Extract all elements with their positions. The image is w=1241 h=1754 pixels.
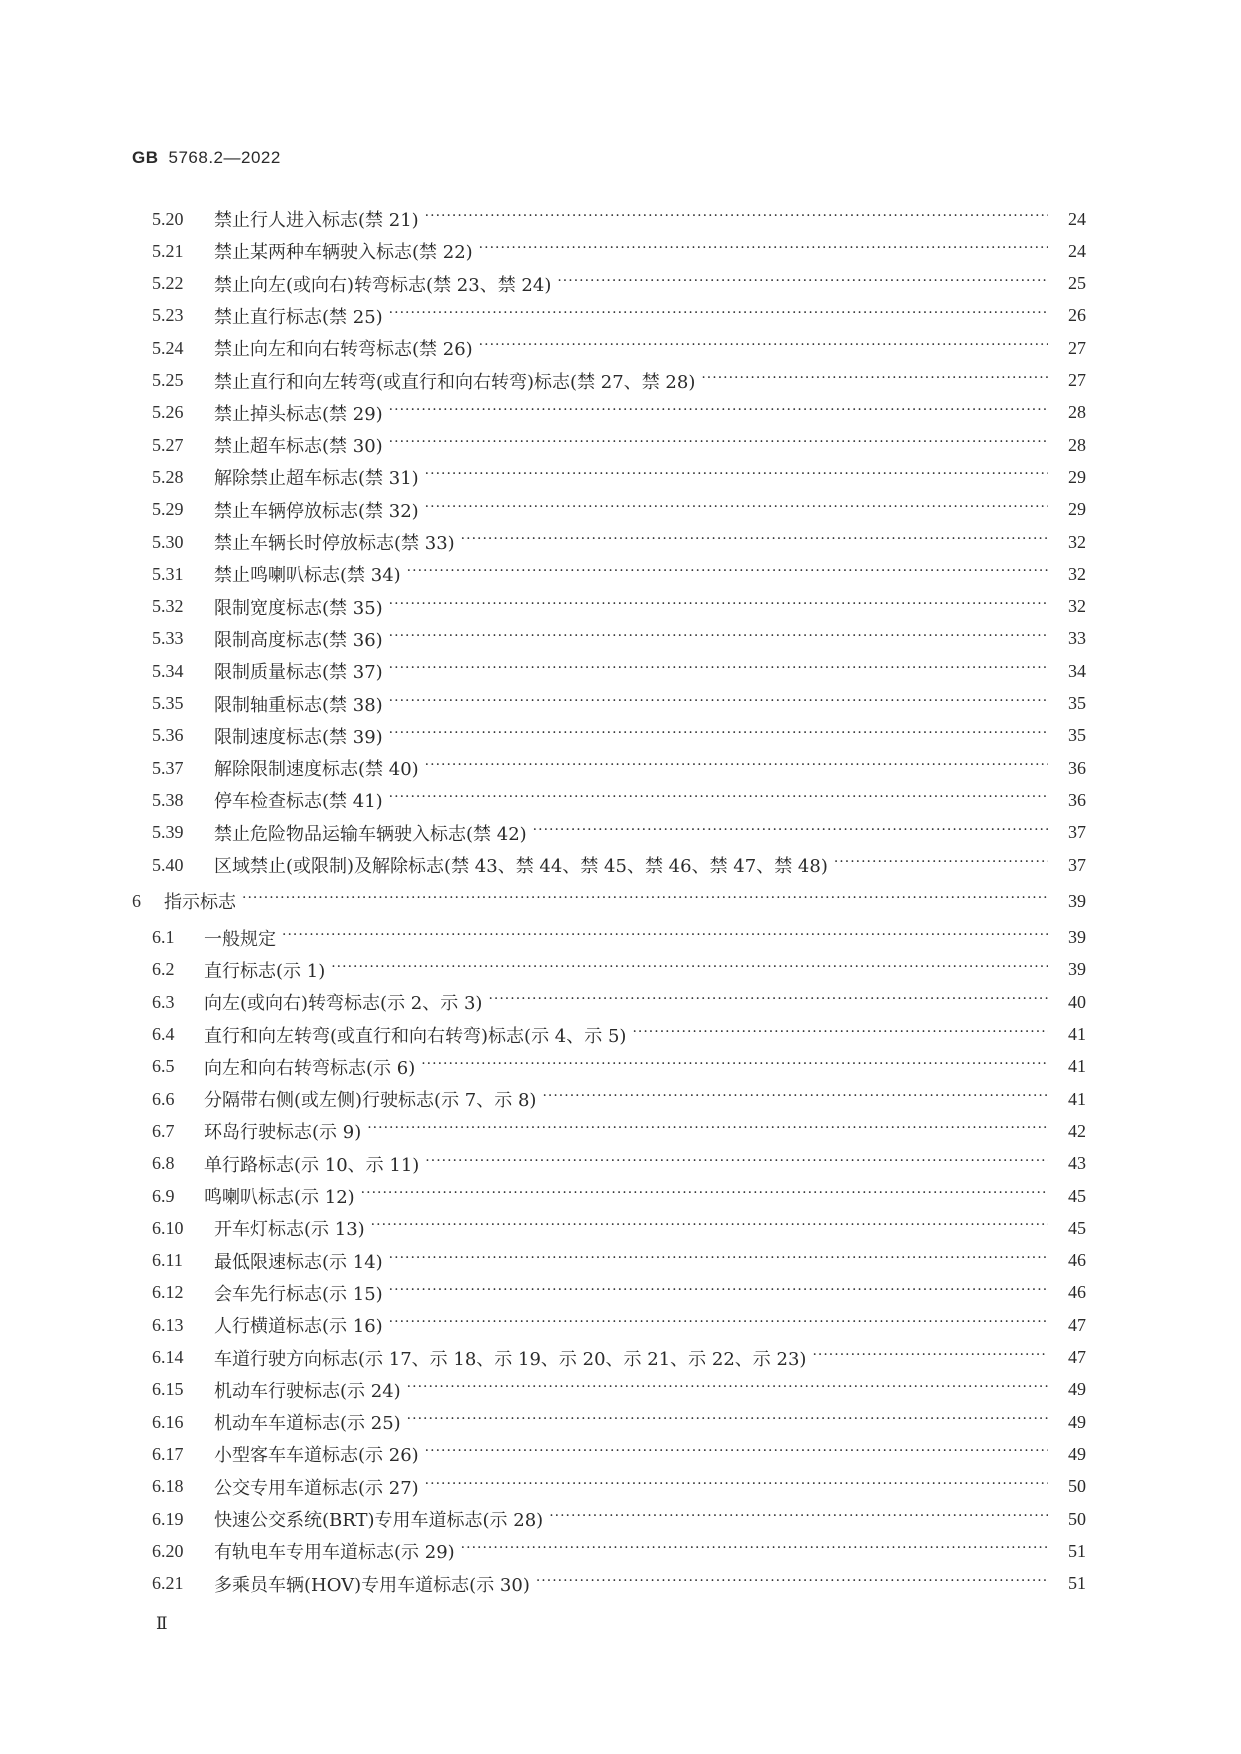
toc-entry[interactable] xyxy=(152,1020,1086,1050)
toc-entry-title: 鸣喇叭标志(示 12) xyxy=(204,1187,355,1208)
dot-leader xyxy=(536,1569,1048,1599)
toc-entry-page: 29 xyxy=(1048,499,1086,520)
toc-entry[interactable] xyxy=(152,1375,1086,1405)
toc-entry-page: 25 xyxy=(1048,273,1086,294)
dot-leader xyxy=(479,333,1048,363)
toc-entry-number: 5.33 xyxy=(152,628,184,649)
toc-entry-title: 禁止掉头标志(禁 29) xyxy=(214,403,383,425)
toc-entry[interactable] xyxy=(152,398,1086,428)
dot-leader xyxy=(331,955,1048,985)
dot-leader xyxy=(488,987,1048,1017)
toc-entry-title: 限制高度标志(禁 36) xyxy=(214,629,383,651)
toc-entry-title: 公交专用车道标志(示 27) xyxy=(214,1477,419,1499)
dot-leader xyxy=(425,462,1048,492)
toc-entry-page: 42 xyxy=(1048,1121,1086,1142)
toc-entry-page: 33 xyxy=(1048,628,1086,649)
dot-leader xyxy=(425,1472,1048,1502)
toc-entry[interactable] xyxy=(152,689,1086,719)
toc-entry-title: 禁止车辆停放标志(禁 32) xyxy=(214,500,419,522)
toc-entry-page: 28 xyxy=(1048,402,1086,423)
toc-entry-number: 6.11 xyxy=(152,1250,183,1271)
toc-entry-page: 43 xyxy=(1048,1153,1086,1174)
toc-entry-title: 解除限制速度标志(禁 40) xyxy=(214,759,419,781)
toc-entry-title: 机动车车道标志(示 25) xyxy=(214,1413,401,1435)
toc-entry[interactable] xyxy=(152,721,1086,751)
dot-leader xyxy=(389,656,1048,686)
toc-entry[interactable] xyxy=(152,1149,1086,1179)
toc-entry-page: 46 xyxy=(1048,1282,1086,1303)
toc-entry[interactable] xyxy=(152,430,1086,460)
toc-entry-title: 限制轴重标志(禁 38) xyxy=(214,694,383,716)
toc-entry-title: 区域禁止(或限制)及解除标志(禁 43、禁 44、禁 45、禁 46、禁 47、禁 48) xyxy=(214,856,828,877)
dot-leader xyxy=(425,204,1048,234)
toc-entry-page: 45 xyxy=(1048,1186,1086,1207)
toc-entry-title: 禁止向左和向右转弯标志(禁 26) xyxy=(214,339,473,361)
toc-entry-page: 34 xyxy=(1048,661,1086,682)
dot-leader xyxy=(407,559,1048,589)
toc-entry-title: 直行和向左转弯(或直行和向右转弯)标志(示 4、示 5) xyxy=(204,1025,627,1047)
toc-entry[interactable] xyxy=(152,559,1086,589)
toc-entry-title: 禁止超车标志(禁 30) xyxy=(214,436,383,458)
toc-entry[interactable] xyxy=(152,753,1086,783)
toc-entry-number: 6.19 xyxy=(152,1508,184,1529)
toc-entry-title: 禁止车辆长时停放标志(禁 33) xyxy=(214,533,455,554)
toc-entry-page: 50 xyxy=(1048,1476,1086,1497)
toc-entry-page: 37 xyxy=(1048,822,1086,843)
toc-entry[interactable] xyxy=(152,923,1086,953)
standard-code: GB xyxy=(132,148,159,167)
toc-entry[interactable] xyxy=(152,955,1086,985)
toc-entry[interactable] xyxy=(152,1246,1086,1276)
toc-entry-number: 6.2 xyxy=(152,959,175,980)
toc-entry-page: 41 xyxy=(1048,1089,1086,1110)
toc-entry-number: 6.9 xyxy=(152,1185,175,1206)
toc-entry-title: 直行标志(示 1) xyxy=(204,960,326,982)
toc-entry-page: 24 xyxy=(1048,209,1086,230)
toc-entry-page: 35 xyxy=(1048,693,1086,714)
dot-leader xyxy=(479,236,1048,266)
toc-entry-page: 39 xyxy=(1048,959,1086,980)
toc-entry-title: 禁止某两种车辆驶入标志(禁 22) xyxy=(214,242,473,264)
toc-entry-title: 机动车行驶标志(示 24) xyxy=(214,1380,401,1402)
toc-entry-page: 46 xyxy=(1048,1250,1086,1271)
page-number: Ⅱ xyxy=(156,1614,168,1633)
toc-entry-title: 会车先行标志(示 15) xyxy=(214,1283,383,1305)
toc-entry-page: 29 xyxy=(1048,467,1086,488)
toc-entry[interactable] xyxy=(152,204,1086,234)
toc-entry-title: 限制速度标志(禁 39) xyxy=(214,726,383,748)
toc-entry-page: 51 xyxy=(1048,1573,1086,1594)
toc-entry-number: 5.35 xyxy=(152,693,184,713)
toc-entry[interactable] xyxy=(152,527,1086,557)
toc-entry-page: 39 xyxy=(1048,927,1086,948)
toc-entry-number: 6.4 xyxy=(152,1024,175,1044)
dot-leader xyxy=(812,1343,1048,1373)
toc-entry[interactable] xyxy=(152,269,1086,299)
toc-entry[interactable] xyxy=(152,333,1086,363)
toc-entry[interactable] xyxy=(152,462,1086,492)
toc-entry-page: 40 xyxy=(1048,992,1086,1013)
toc-entry-title: 环岛行驶标志(示 9) xyxy=(204,1122,362,1144)
dot-leader xyxy=(242,886,1048,916)
dot-leader xyxy=(389,1246,1048,1276)
toc-entry-title: 单行路标志(示 10、示 11) xyxy=(204,1154,420,1176)
toc-entry-number: 5.34 xyxy=(152,660,184,681)
dot-leader xyxy=(461,527,1048,557)
toc-entry-number: 6.1 xyxy=(152,927,175,948)
toc-entry-page: 32 xyxy=(1048,564,1086,585)
dot-leader xyxy=(407,1407,1048,1437)
dot-leader xyxy=(389,721,1048,751)
toc-entry-title: 禁止直行标志(禁 25) xyxy=(214,306,383,328)
dot-leader xyxy=(542,1084,1048,1114)
toc-entry-number: 5.25 xyxy=(152,370,184,390)
toc-entry-title: 最低限速标志(示 14) xyxy=(214,1251,383,1273)
toc-entry[interactable] xyxy=(152,624,1086,654)
toc-entry-number: 6.13 xyxy=(152,1314,184,1335)
toc-entry-number: 5.29 xyxy=(152,499,184,520)
dot-leader xyxy=(425,495,1048,525)
toc-entry[interactable] xyxy=(152,592,1086,622)
toc-entry[interactable] xyxy=(152,1181,1086,1211)
toc-entry-title: 限制宽度标志(禁 35) xyxy=(214,597,383,619)
dot-leader xyxy=(389,689,1048,719)
toc-entry[interactable] xyxy=(152,1472,1086,1502)
toc-entry[interactable] xyxy=(152,1278,1086,1308)
toc-entry-number: 5.37 xyxy=(152,757,184,778)
dot-leader xyxy=(367,1116,1048,1146)
toc-entry-title: 停车检查标志(禁 41) xyxy=(214,791,383,813)
toc-entry[interactable] xyxy=(152,495,1086,525)
toc-entry-title: 向左(或向右)转弯标志(示 2、示 3) xyxy=(204,993,483,1015)
toc-entry-number: 5.26 xyxy=(152,402,184,423)
toc-entry-title: 限制质量标志(禁 37) xyxy=(214,662,383,684)
toc-entry-number: 6.8 xyxy=(152,1153,175,1174)
toc-entry-number: 5.31 xyxy=(152,563,184,584)
dot-leader xyxy=(632,1020,1048,1050)
dot-leader xyxy=(407,1375,1048,1405)
toc-entry-page: 37 xyxy=(1048,855,1086,876)
toc-entry-page: 49 xyxy=(1048,1379,1086,1400)
dot-leader xyxy=(533,818,1048,848)
dot-leader xyxy=(425,1149,1048,1179)
toc-entry-title: 指示标志 xyxy=(164,892,236,914)
dot-leader xyxy=(389,785,1048,815)
toc-entry-page: 32 xyxy=(1048,532,1086,553)
toc-entry[interactable] xyxy=(152,1536,1086,1566)
dot-leader xyxy=(389,398,1048,428)
toc-entry-page: 39 xyxy=(1048,891,1086,912)
toc-entry-number: 6.17 xyxy=(152,1443,184,1464)
toc-entry-page: 49 xyxy=(1048,1412,1086,1433)
toc-entry-page: 28 xyxy=(1048,435,1086,456)
toc-entry-page: 35 xyxy=(1048,725,1086,746)
dot-leader xyxy=(701,366,1048,396)
toc-entry-title: 小型客车车道标志(示 26) xyxy=(214,1445,419,1467)
toc-entry[interactable] xyxy=(152,987,1086,1017)
toc-entry-page: 41 xyxy=(1048,1056,1086,1077)
toc-entry-title: 禁止鸣喇叭标志(禁 34) xyxy=(214,565,401,587)
dot-leader xyxy=(371,1213,1048,1243)
toc-entry-number: 5.38 xyxy=(152,789,184,810)
dot-leader xyxy=(389,301,1048,331)
toc-entry-number: 5.30 xyxy=(152,531,184,552)
toc-entry[interactable] xyxy=(132,886,1086,916)
toc-entry-title: 一般规定 xyxy=(204,928,276,950)
toc-entry-number: 5.28 xyxy=(152,466,184,487)
toc-entry[interactable] xyxy=(152,785,1086,815)
toc-entry-title: 分隔带右侧(或左侧)行驶标志(示 7、示 8) xyxy=(204,1090,537,1112)
toc-entry[interactable] xyxy=(152,656,1086,686)
toc-entry-number: 5.20 xyxy=(152,208,184,229)
toc-entry-number: 6.3 xyxy=(152,991,175,1012)
toc-entry-page: 47 xyxy=(1048,1347,1086,1368)
toc-entry-page: 50 xyxy=(1048,1509,1086,1530)
toc-entry-title: 向左和向右转弯标志(示 6) xyxy=(204,1057,416,1079)
toc-entry-title: 车道行驶方向标志(示 17、示 18、示 19、示 20、示 21、示 22、示 23) xyxy=(214,1348,807,1370)
dot-leader xyxy=(557,269,1048,299)
toc-entry-number: 5.24 xyxy=(152,337,184,358)
toc-entry[interactable] xyxy=(152,1569,1086,1599)
toc-entry-number: 5.23 xyxy=(152,305,184,326)
toc-entry-number: 5.32 xyxy=(152,596,184,617)
toc-entry[interactable] xyxy=(152,1084,1086,1114)
dot-leader xyxy=(389,624,1048,654)
toc-entry-page: 45 xyxy=(1048,1218,1086,1239)
toc-entry-number: 6.5 xyxy=(152,1056,175,1077)
toc-entry-number: 5.21 xyxy=(152,240,184,261)
toc-entry[interactable] xyxy=(152,1407,1086,1437)
toc-entry-page: 36 xyxy=(1048,790,1086,811)
toc-entry[interactable] xyxy=(152,1343,1086,1373)
dot-leader xyxy=(389,1310,1048,1340)
document-header xyxy=(132,148,281,168)
toc-entry-title: 禁止直行和向左转弯(或直行和向右转弯)标志(禁 27、禁 28) xyxy=(214,371,696,393)
toc-entry[interactable] xyxy=(152,366,1086,396)
dot-leader xyxy=(282,923,1048,953)
toc-entry-number: 6 xyxy=(132,890,141,911)
toc-entry-title: 禁止行人进入标志(禁 21) xyxy=(214,210,419,231)
dot-leader xyxy=(425,753,1048,783)
toc-entry[interactable] xyxy=(152,1116,1086,1146)
toc-entry-page: 36 xyxy=(1048,758,1086,779)
dot-leader xyxy=(361,1181,1048,1211)
toc-entry-title: 人行横道标志(示 16) xyxy=(214,1316,383,1338)
toc-entry[interactable] xyxy=(152,236,1086,266)
toc-entry-page: 26 xyxy=(1048,305,1086,326)
toc-entry-title: 禁止危险物品运输车辆驶入标志(禁 42) xyxy=(214,823,527,845)
toc-entry-number: 6.6 xyxy=(152,1088,175,1109)
toc-entry-number: 6.10 xyxy=(152,1217,184,1238)
toc-entry-page: 49 xyxy=(1048,1444,1086,1465)
toc-entry-number: 6.12 xyxy=(152,1282,184,1303)
toc-entry[interactable] xyxy=(152,1439,1086,1469)
standard-number: 5768.2—2022 xyxy=(168,148,281,167)
toc-entry[interactable] xyxy=(152,818,1086,848)
toc-entry-title: 开车灯标志(示 13) xyxy=(214,1219,365,1241)
toc-entry-number: 6.21 xyxy=(152,1573,184,1594)
toc-entry-number: 6.16 xyxy=(152,1411,184,1432)
dot-leader xyxy=(389,592,1048,622)
dot-leader xyxy=(421,1052,1048,1082)
toc-entry-page: 27 xyxy=(1048,370,1086,391)
toc-entry-title: 解除禁止超车标志(禁 31) xyxy=(214,468,419,490)
toc-entry[interactable] xyxy=(152,1213,1086,1243)
toc-entry-title: 禁止向左(或向右)转弯标志(禁 23、禁 24) xyxy=(214,274,552,296)
toc-entry-number: 6.7 xyxy=(152,1120,175,1141)
toc-entry-page: 27 xyxy=(1048,338,1086,359)
toc-entry[interactable] xyxy=(152,850,1086,880)
toc-entry-number: 5.27 xyxy=(152,434,184,455)
toc-entry-page: 24 xyxy=(1048,241,1086,262)
toc-entry-title: 有轨电车专用车道标志(示 29) xyxy=(214,1542,455,1564)
toc-entry-page: 32 xyxy=(1048,596,1086,617)
dot-leader xyxy=(389,430,1048,460)
toc-entry-page: 51 xyxy=(1048,1541,1086,1562)
toc-entry-title: 多乘员车辆(HOV)专用车道标志(示 30) xyxy=(214,1574,530,1596)
dot-leader xyxy=(461,1536,1048,1566)
toc-entry-number: 5.40 xyxy=(152,854,184,875)
toc-entry[interactable] xyxy=(152,1052,1086,1082)
toc-entry[interactable] xyxy=(152,1504,1086,1534)
toc-entry-title: 快速公交系统(BRT)专用车道标志(示 28) xyxy=(214,1510,544,1531)
dot-leader xyxy=(549,1504,1048,1534)
dot-leader xyxy=(425,1439,1048,1469)
toc-entry-page: 47 xyxy=(1048,1315,1086,1336)
toc-entry-number: 5.39 xyxy=(152,822,184,843)
dot-leader xyxy=(389,1278,1048,1308)
toc-entry-number: 6.15 xyxy=(152,1379,184,1400)
toc-entry-number: 6.14 xyxy=(152,1347,184,1367)
toc-entry-number: 5.22 xyxy=(152,273,184,294)
toc-entry-number: 6.18 xyxy=(152,1476,184,1497)
toc-entry-number: 6.20 xyxy=(152,1540,184,1561)
toc-entry[interactable] xyxy=(152,1310,1086,1340)
toc-entry-page: 41 xyxy=(1048,1024,1086,1045)
dot-leader xyxy=(834,850,1048,880)
toc-entry-number: 5.36 xyxy=(152,725,184,746)
toc-entry[interactable] xyxy=(152,301,1086,331)
